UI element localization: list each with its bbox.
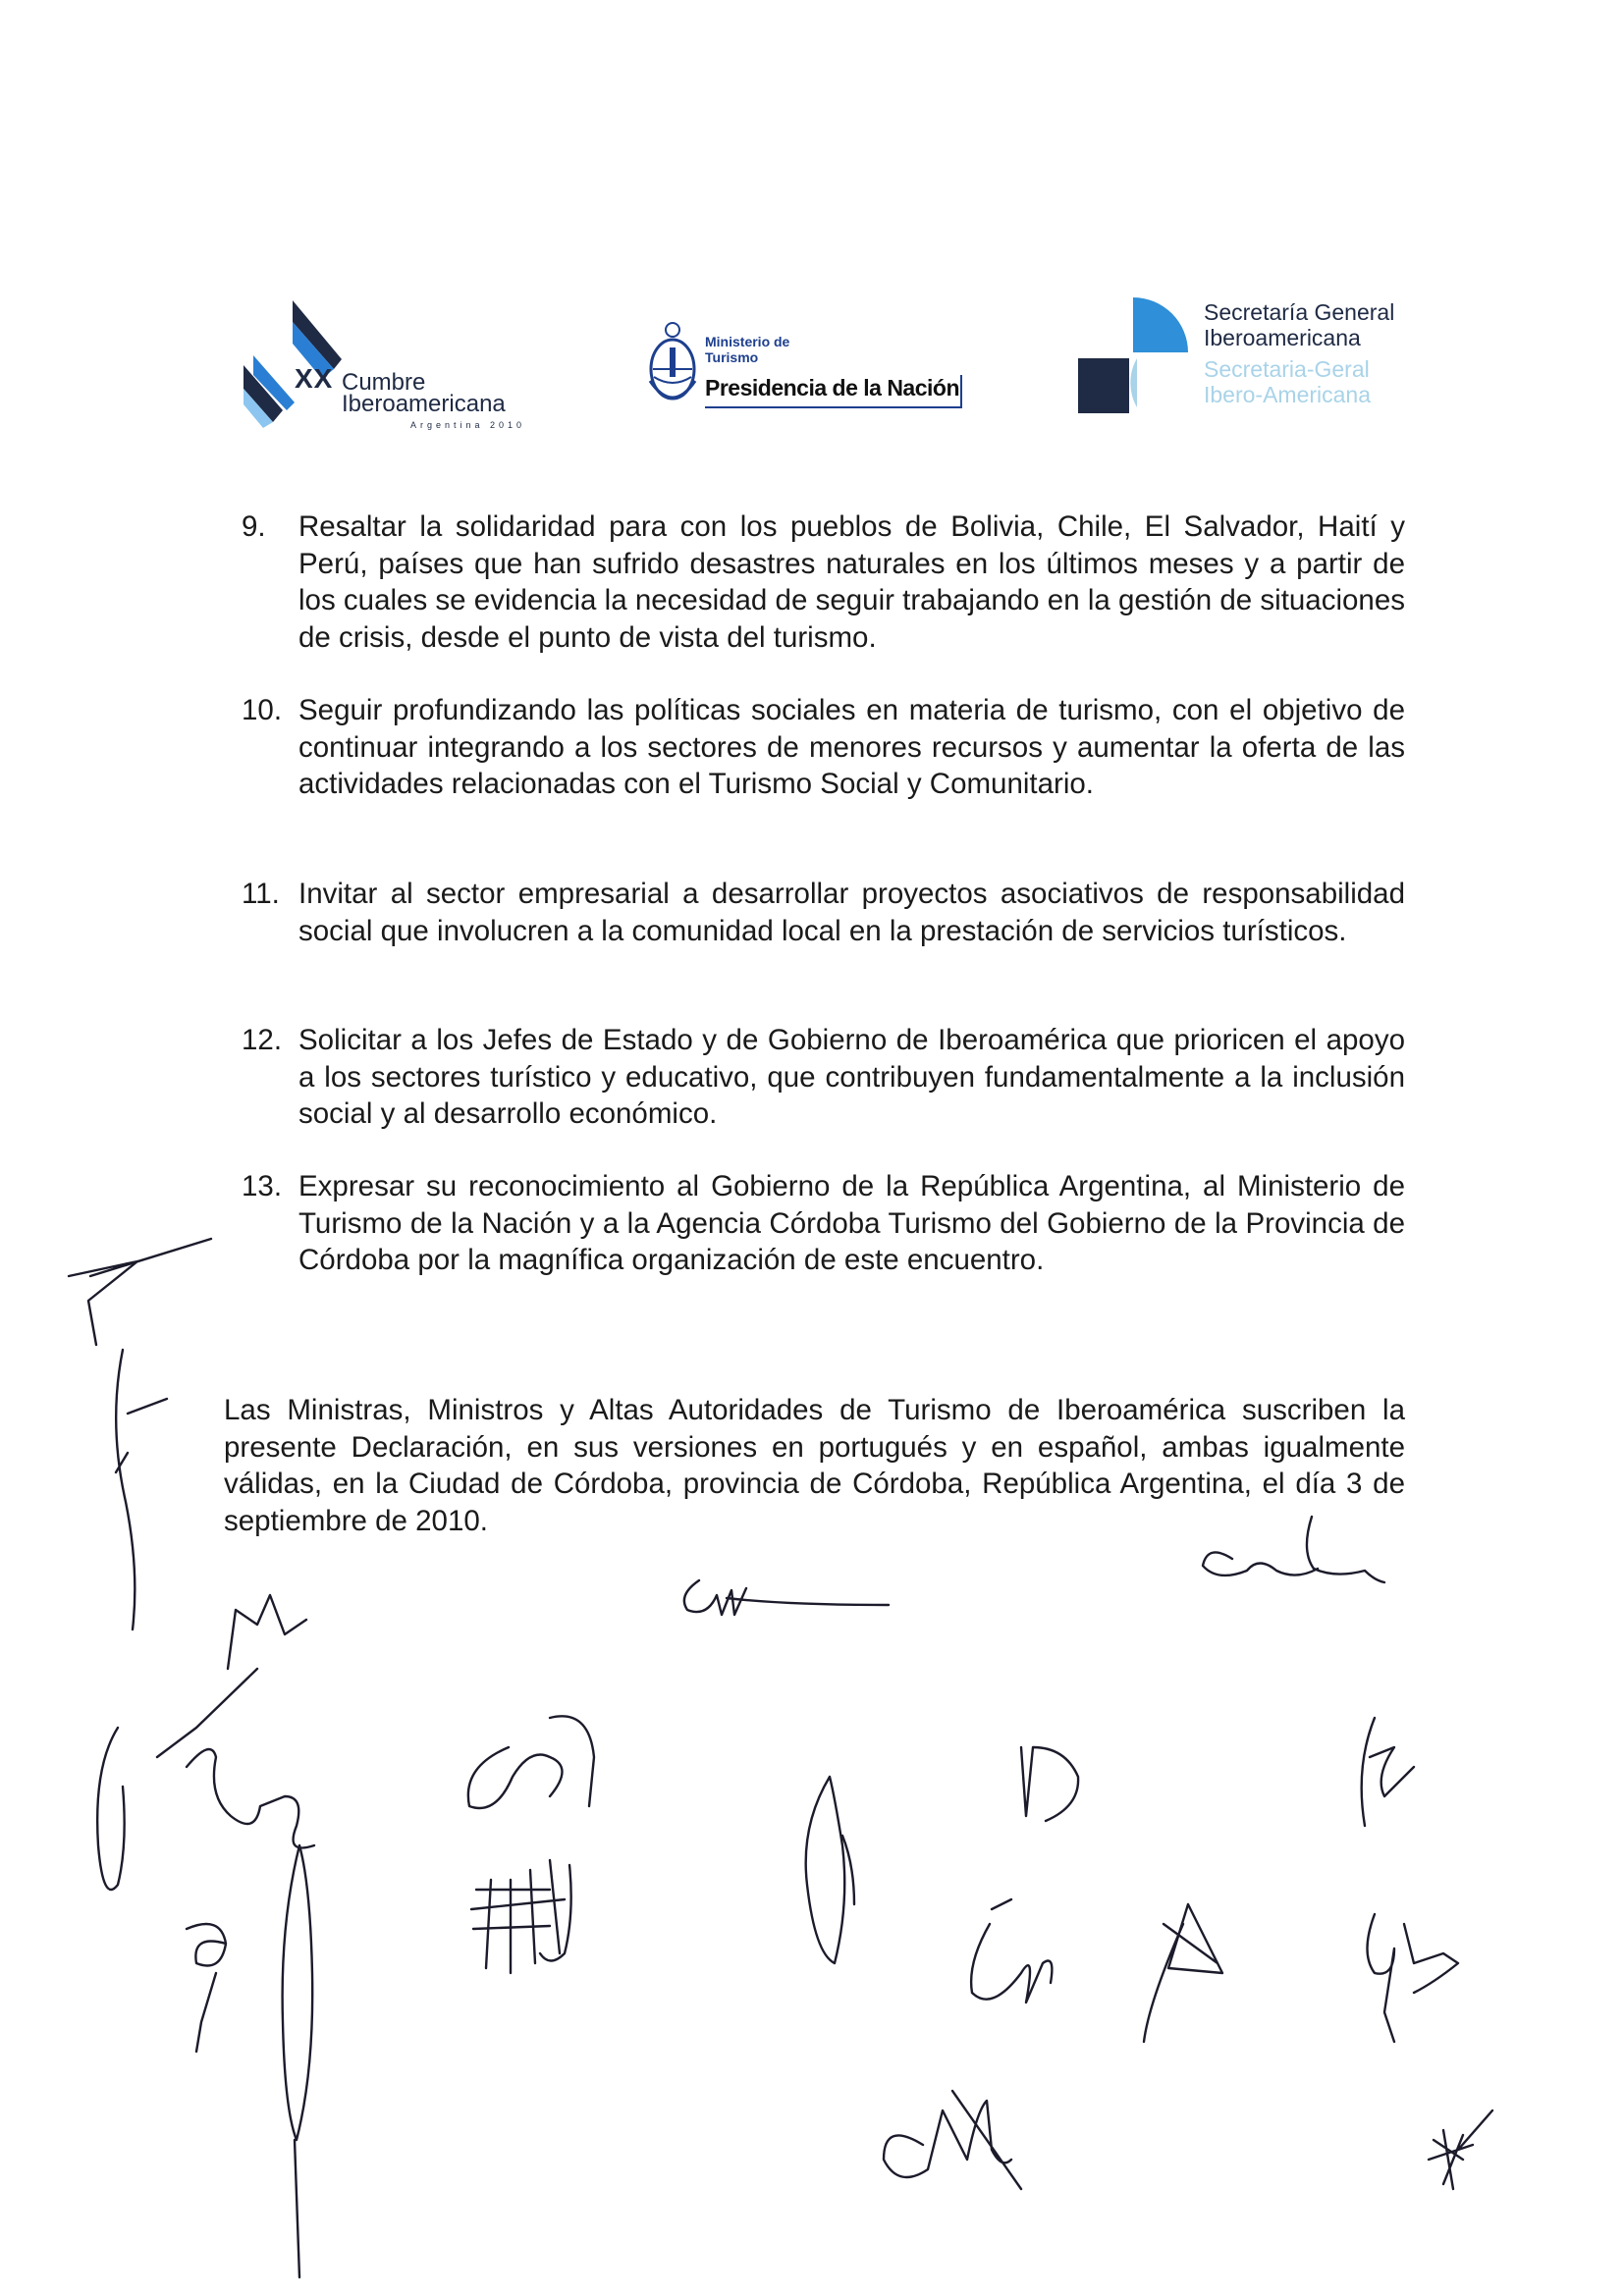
cumbre-year: Argentina 2010	[410, 420, 526, 430]
ministerio-line1: Ministerio de	[705, 334, 790, 349]
item-number: 13.	[242, 1170, 283, 1202]
declaration-item-11	[242, 876, 1405, 949]
handwritten-signature	[806, 1777, 854, 1963]
handwritten-signature	[971, 1899, 1052, 2002]
segib-logo	[1078, 297, 1402, 415]
cumbre-subtitle: Iberoamericana	[342, 391, 506, 417]
handwritten-signature	[1144, 1904, 1222, 2042]
ministerio-turismo-logo	[644, 320, 978, 418]
item-text: Invitar al sector empresarial a desarrollar proyectos asociativos de responsabilidad social que involucren a la comunidad local en la prestación de servicios turísticos.	[298, 878, 1405, 947]
handwritten-signature	[471, 1860, 571, 1973]
item-number: 9.	[242, 510, 266, 543]
cumbre-title: Cumbre	[342, 369, 426, 396]
item-text: Resaltar la solidaridad para con los pueblos de Bolivia, Chile, El Salvador, Haití y Perú, países que han sufrido desastres naturales en los últimos meses y a partir de los cuales se evidencia la necesidad de seguir trabajando en la gestión de situaciones de crisis, desde el punto de vista del turismo.	[298, 510, 1405, 654]
handwritten-signature	[884, 2091, 1021, 2189]
argentina-coat-of-arms-icon	[644, 320, 701, 408]
cumbre-numeral: XX	[295, 363, 334, 394]
segib-name-pt	[1204, 356, 1371, 407]
declaration-item-10	[242, 692, 1405, 803]
margin-initial-signature	[116, 1350, 167, 1629]
segib-line1: Secretaría General	[1204, 299, 1395, 325]
handwritten-signature	[97, 1595, 306, 1890]
handwritten-signature	[1021, 1747, 1078, 1821]
item-number: 12.	[242, 1024, 283, 1056]
ministerio-underline	[705, 406, 962, 408]
closing-paragraph: Las Ministras, Ministros y Altas Autoridades de Turismo de Iberoamérica suscriben la presente Declaración, en sus versiones en portugués y en español, ambas igualmente válidas, en la Ciudad de Córdoba, provincia de Córdoba, República Argentina, el día 3 de septiembre de 2010.	[224, 1394, 1405, 1537]
ministerio-line2: Turismo	[705, 349, 759, 365]
cumbre-iberoamericana-logo	[244, 300, 548, 428]
item-number: 10.	[242, 694, 283, 726]
segib-name-es	[1204, 299, 1394, 350]
handwritten-signature	[1362, 1718, 1414, 1826]
segib-line4: Ibero-Americana	[1204, 382, 1372, 407]
declaration-item-13	[242, 1168, 1405, 1279]
handwritten-signature	[1429, 2110, 1492, 2189]
item-text: Solicitar a los Jefes de Estado y de Gobierno de Iberoamérica que prioricen el apoyo a los sectores turístico y educativo, que contribuyen fundamentalmente a la inclusión social y al desarrollo económico.	[298, 1024, 1405, 1130]
handwritten-signature	[187, 1749, 314, 1848]
handwritten-signature	[187, 1924, 226, 2052]
ministerio-name	[705, 334, 789, 365]
margin-initial-signature	[69, 1239, 211, 1345]
handwritten-signature	[684, 1580, 889, 1615]
handwritten-signature	[283, 1845, 313, 2277]
declaration-item-12	[242, 1022, 1405, 1133]
ministerio-side-rule	[960, 375, 962, 408]
declaration-item-9	[242, 508, 1405, 656]
handwritten-signature	[468, 1716, 594, 1808]
item-text: Expresar su reconocimiento al Gobierno de la República Argentina, al Ministerio de Turismo de la Nación y a la Agencia Córdoba Turismo del Gobierno de la Provincia de Córdoba por la magnífica organización de este encuentro.	[298, 1170, 1405, 1276]
presidencia-label: Presidencia de la Nación	[705, 375, 960, 400]
item-text: Seguir profundizando las políticas sociales en materia de turismo, con el objetivo de continuar integrando a los sectores de menores recursos y aumentar la oferta de las actividades relacionadas con el Turismo Social y Comunitario.	[298, 694, 1405, 800]
segib-quadrant-icon	[1078, 297, 1196, 413]
segib-line3: Secretaria-Geral	[1204, 356, 1370, 382]
item-number: 11.	[242, 878, 280, 910]
segib-line2: Iberoamericana	[1204, 325, 1361, 350]
handwritten-signature	[1368, 1914, 1459, 2042]
